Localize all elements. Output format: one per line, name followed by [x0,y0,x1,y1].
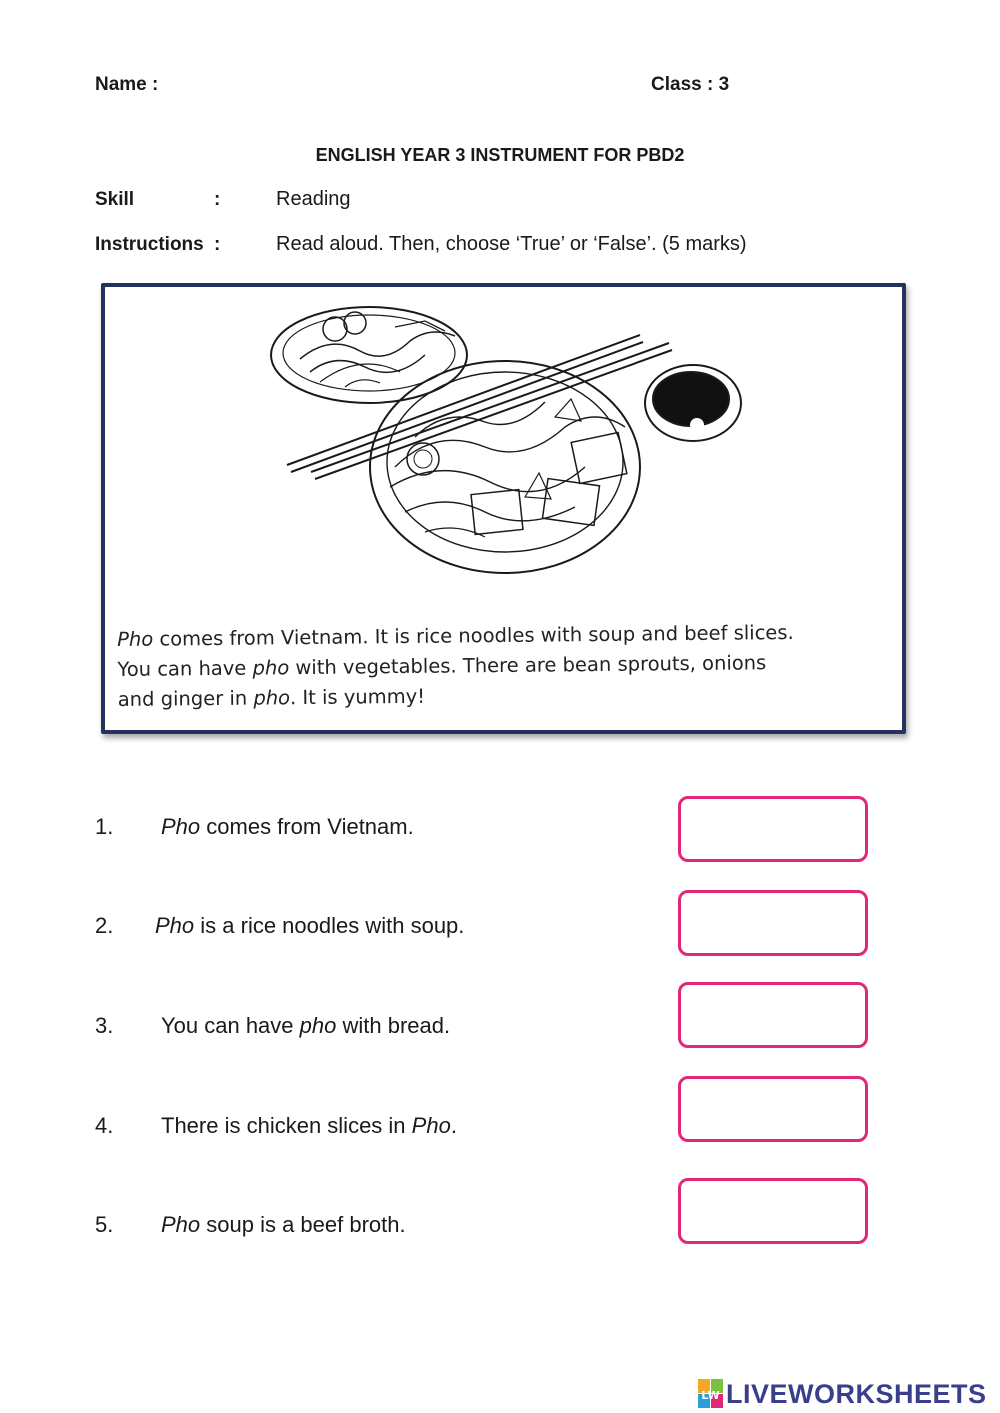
passage-pho-2: pho [252,656,290,680]
answer-box-3[interactable] [678,982,868,1048]
liveworksheets-logo[interactable] [698,1378,987,1410]
question-text-italic: Pho [155,913,195,938]
passage-pho-1: Pho [117,627,154,651]
class-label: Class : 3 [651,74,730,95]
passage-line-1-text: comes from Vietnam. It is rice noodles with soup and beef slices. [153,620,794,651]
question-3 [95,1013,450,1039]
question-number: 3. [95,1013,114,1038]
question-text-italic: Pho [411,1113,451,1138]
question-text-post: with bread. [336,1013,451,1038]
passage-line-3-a: and ginger in [117,686,254,711]
passage-text [117,617,893,715]
question-text-italic: Pho [161,1212,201,1237]
question-text-post: is a rice noodles with soup. [194,913,465,938]
question-text-post: soup is a beef broth. [200,1212,406,1237]
pho-bowl-illustration [105,287,902,617]
answer-box-4[interactable] [678,1076,868,1142]
reading-passage-box [101,283,906,734]
question-text-post: . [450,1113,457,1138]
question-text-italic: pho [299,1013,337,1038]
worksheet-title: ENGLISH YEAR 3 INSTRUMENT FOR PBD2 [315,145,685,165]
question-1 [95,814,414,840]
passage-line-3-b: . It is yummy! [289,684,426,710]
liveworksheets-logo-text: LIVEWORKSHEETS [726,1378,987,1409]
question-text-post: comes from Vietnam. [200,814,414,839]
instructions-value: Read aloud. Then, choose ‘True’ or ‘False’. (5 marks) [276,233,747,255]
liveworksheets-badge-icon [698,1379,724,1409]
question-number: 5. [95,1212,114,1237]
skill-colon: : [214,189,221,210]
skill-label: Skill [95,189,135,210]
answer-box-5[interactable] [678,1178,868,1244]
passage-line-2-b: with vegetables. There are bean sprouts, onions [289,651,767,680]
question-text-pre: You can have [161,1013,300,1038]
question-text-pre: There is chicken slices in [161,1113,412,1138]
question-number: 1. [95,814,114,839]
question-number: 4. [95,1113,114,1138]
question-5 [95,1212,406,1238]
liveworksheets-badge-text: LW [701,1389,720,1402]
skill-value: Reading [276,188,351,210]
instructions-label: Instructions [95,234,204,255]
question-text-italic: Pho [161,814,201,839]
question-number: 2. [95,913,114,938]
question-4 [95,1113,457,1139]
answer-box-2[interactable] [678,890,868,956]
passage-pho-3: pho [253,686,291,710]
question-2 [95,913,464,939]
name-label: Name : [95,74,159,95]
answer-box-1[interactable] [678,796,868,862]
passage-line-2-a: You can have [117,656,253,681]
instructions-colon: : [214,234,221,255]
